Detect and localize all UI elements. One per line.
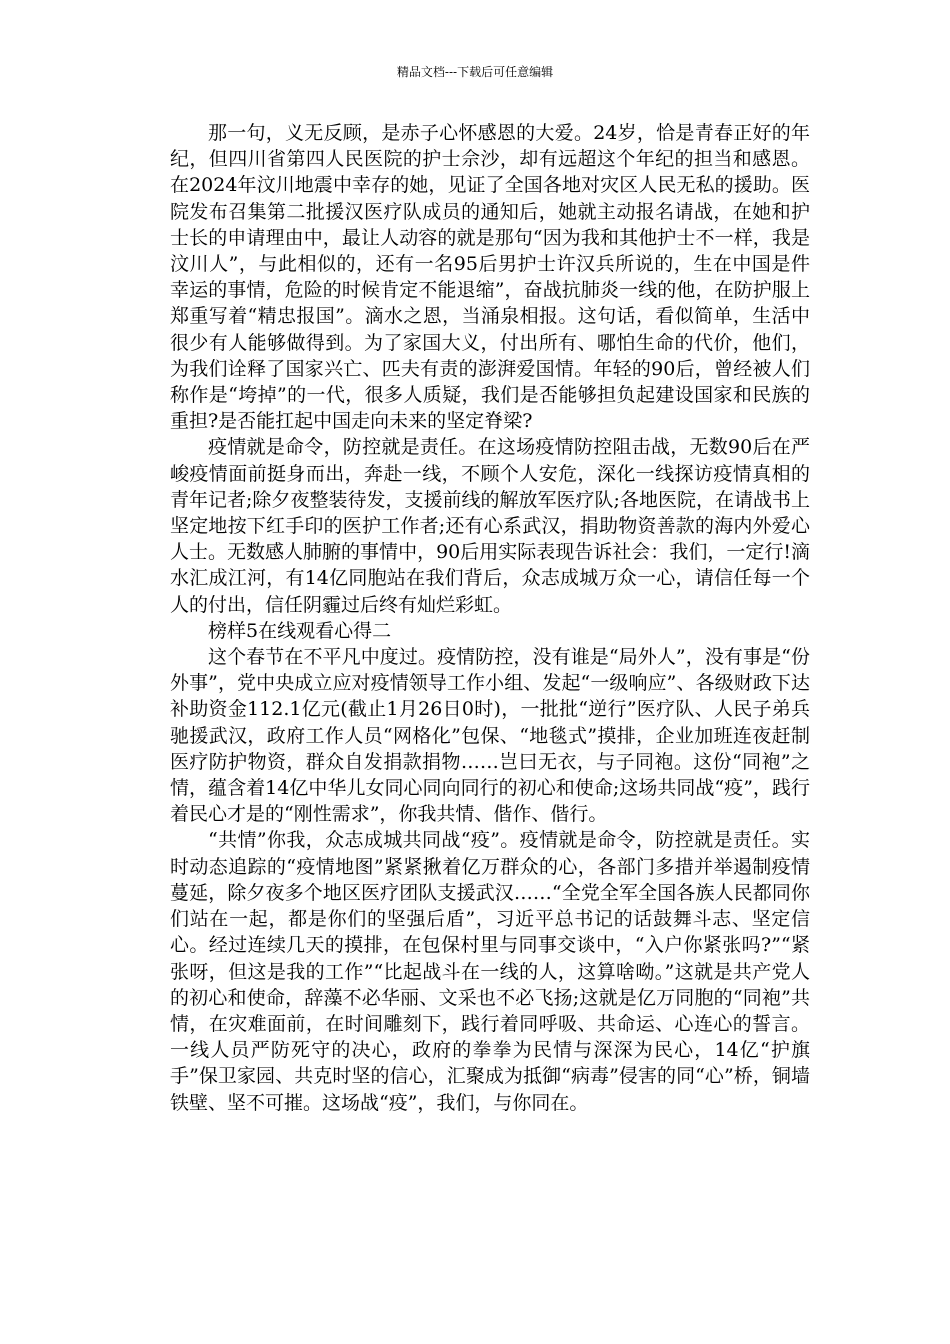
paragraph: 这个春节在不平凡中度过。疫情防控，没有谁是“局外人”，没有事是“份外事”，党中央成立应对疫情领导工作小组、发起“一级响应”、各级财政下达补助资金112.1亿元(截止1月26日0时)，一批批“逆行”医疗队、人民子弟兵驰援武汉，政府工作人员“网格化”包保、“地毯式”摸排，企业加班连夜赶制医疗防护物资，群众自发捐款捐物……岂曰无衣，与子同袍。这份“同袍”之情，蕴含着14亿中华儿女同心同向同行的初心和使命;这场共同战“疫”，践行着民心才是的“刚性需求”，你我共情、偕作、偕行。 — [170, 646, 810, 826]
section-heading: 榜样5在线观看心得二 — [208, 619, 392, 642]
paragraph: “共情”你我，众志成城共同战“疫”。疫情就是命令，防控就是责任。实时动态追踪的“疫情地图”紧紧揪着亿万群众的心，各部门多措并举遏制疫情蔓延，除夕夜多个地区医疗团队支援武汉……“全党全军全国各族人民都同你们站在一起，都是你们的坚强后盾”，习近平总书记的话鼓舞斗志、坚定信心。经过连续几天的摸排，在包保村里与同事交谈中，“入户你紧张吗?”“紧张呀，但这是我的工作”“比起战斗在一线的人，这算啥呦。”这就是共产党人的初心和使命，辞藻不必华丽、文采也不必飞扬;这就是亿万同胞的“同袍”共情，在灾难面前，在时间雕刻下，践行着同呼吸、共命运、心连心的誓言。一线人员严防死守的决心，政府的拳拳为民情与深深为民心，14亿“护旗手”保卫家园、共克时坚的信心，汇聚成为抵御“病毒”侵害的同“心”桥，铜墙铁壁、坚不可摧。这场战“疫”，我们，与你同在。 — [170, 829, 810, 1114]
document-body — [170, 120, 810, 1116]
paragraph: 那一句，义无反顾，是赤子心怀感恩的大爱。24岁，恰是青春正好的年纪，但四川省第四人民医院的护士佘沙，却有远超这个年纪的担当和感恩。在2024年汶川地震中幸存的她，见证了全国各地对灾区人民无私的援助。医院发布召集第二批援汉医疗队成员的通知后，她就主动报名请战，在她和护士长的申请理由中，最让人动容的就是那句“因为我和其他护士不一样，我是汶川人”，与此相似的，还有一名95后男护士许汉兵所说的，生在中国是件幸运的事情，危险的时候肯定不能退缩”，奋战抗肺炎一线的他，在防护服上郑重写着“精忠报国”。滴水之恩，当涌泉相报。这句话，看似简单，生活中很少有人能够做得到。为了家国大义，付出所有、哪怕生命的代价，他们，为我们诠释了国家兴亡、匹夫有责的澎湃爱国情。年轻的90后，曾经被人们称作是“垮掉”的一代，很多人质疑，我们是否能够担负起建设国家和民族的重担?是否能扛起中国走向未来的坚定脊梁? — [170, 122, 810, 433]
paragraph: 疫情就是命令，防控就是责任。在这场疫情防控阻击战，无数90后在严峻疫情面前挺身而出，奔赴一线，不顾个人安危，深化一线探访疫情真相的青年记者;除夕夜整装待发，支援前线的解放军医疗队;各地医院，在请战书上坚定地按下红手印的医护工作者;还有心系武汉，捐助物资善款的海内外爱心人士。无数感人肺腑的事情中，90后用实际表现告诉社会：我们，一定行!滴水汇成江河，有14亿同胞站在我们背后，众志成城万众一心，请信任每一个人的付出，信任阴霾过后终有灿烂彩虹。 — [170, 436, 810, 616]
page-header: 精品文档---下载后可任意编辑 — [396, 65, 554, 79]
